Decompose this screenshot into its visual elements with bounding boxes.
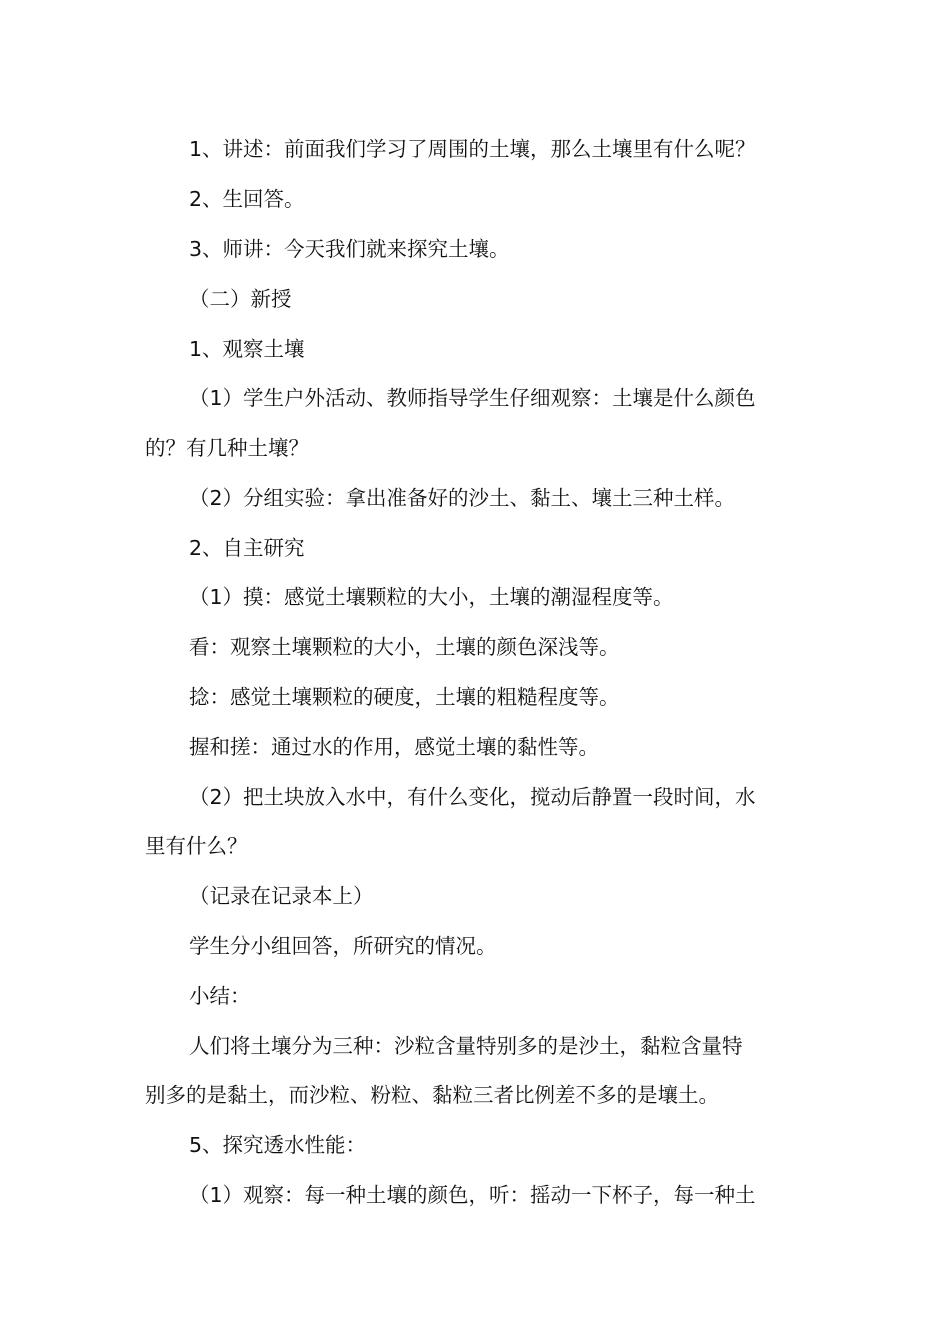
text-line: （1）学生户外活动、教师指导学生仔细观察：土壤是什么颜色 [189, 386, 756, 410]
summary-label: 小结： [189, 984, 251, 1008]
text-line: 捻：感觉土壤颗粒的硬度，土壤的粗糙程度等。 [189, 685, 620, 709]
text-line: （2）把土块放入水中，有什么变化，搅动后静置一段时间，水 [189, 785, 756, 809]
subsection-heading: 1、观察土壤 [189, 337, 305, 361]
text-line: （2）分组实验：拿出准备好的沙土、黏土、壤土三种土样。 [189, 486, 736, 510]
text-line: （1）摸：感觉土壤颗粒的大小，土壤的潮湿程度等。 [189, 585, 674, 609]
text-line: 里有什么？ [145, 834, 248, 858]
text-line: 人们将土壤分为三种：沙粒含量特别多的是沙土，黏粒含量特 [189, 1034, 743, 1058]
text-line: 1、讲述：前面我们学习了周围的土壤，那么土壤里有什么呢？ [189, 137, 756, 161]
text-line: 学生分小组回答，所研究的情况。 [189, 934, 497, 958]
text-line: （记录在记录本上） [189, 884, 374, 908]
text-line: 2、生回答。 [189, 187, 305, 211]
text-line: 的？有几种土壤？ [145, 436, 309, 460]
subsection-heading: 5、探究透水性能： [189, 1133, 367, 1157]
text-line: （1）观察：每一种土壤的颜色，听：摇动一下杯子，每一种土 [189, 1183, 756, 1207]
text-line: 握和搓：通过水的作用，感觉土壤的黏性等。 [189, 735, 599, 759]
text-line: 3、师讲：今天我们就来探究土壤。 [189, 237, 510, 261]
section-heading: （二）新授 [189, 287, 292, 311]
text-line: 别多的是黏土，而沙粒、粉粒、黏粒三者比例差不多的是壤土。 [145, 1083, 719, 1107]
text-line: 看：观察土壤颗粒的大小，土壤的颜色深浅等。 [189, 635, 620, 659]
subsection-heading: 2、自主研究 [189, 536, 305, 560]
